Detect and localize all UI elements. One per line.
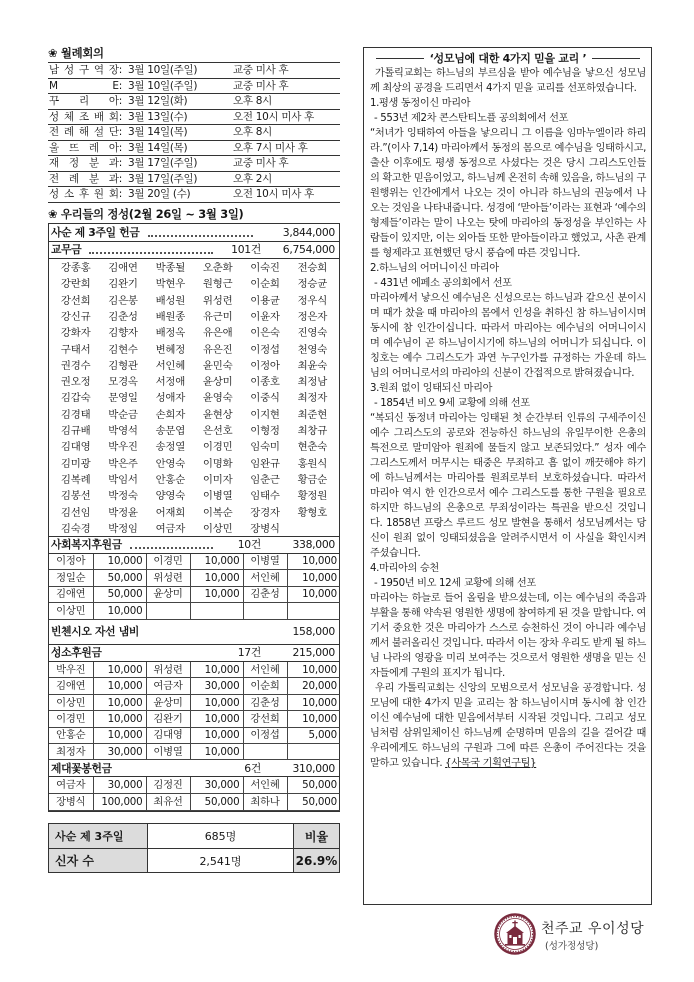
donor-name: 이병열 xyxy=(146,744,190,760)
meeting-row xyxy=(48,156,340,172)
tithe-donor-name: 정은자 xyxy=(297,311,328,324)
donor-amount: 10,000 xyxy=(190,694,243,710)
tithe-donor-name: 박정숙 xyxy=(108,490,138,503)
tithe-donor-name: 정우식 xyxy=(297,294,328,307)
donor-amount: 10,000 xyxy=(190,711,243,727)
tithe-donor-name: 현춘숙 xyxy=(297,441,328,454)
meeting-time: 교중 미사 후 xyxy=(233,64,289,76)
meeting-group-name: 성 소 후 원 회: xyxy=(49,188,122,200)
donor-name: 이경민 xyxy=(146,554,190,570)
social-welfare-label: 사회복지후원금 xyxy=(51,538,122,551)
tithe-donor-name: 김복례 xyxy=(60,473,91,486)
donor-name: 강선희 xyxy=(243,711,287,727)
meeting-group-name: 울 뜨 레 아: xyxy=(49,141,122,154)
tithe-donor-name: 송정열 xyxy=(155,441,186,454)
tithe-donor-name: 김갑숙 xyxy=(60,392,91,405)
tithe-donor-name: 송문엽 xyxy=(155,425,186,438)
tithe-donor-name: 김완기 xyxy=(108,278,138,291)
donor-amount: 10,000 xyxy=(190,662,243,678)
article-credit: {사목국 기획연구팀} xyxy=(445,758,537,769)
parish-signature xyxy=(541,920,644,952)
tithe-donor-name: 배원종 xyxy=(155,311,186,324)
donor-amount: 10,000 xyxy=(93,678,146,694)
donor-name: 최유선 xyxy=(146,794,190,810)
tithe-donor-name: 김규배 xyxy=(60,425,91,438)
meeting-row xyxy=(48,141,340,157)
tithe-donor-name: 박우진 xyxy=(108,441,138,454)
meeting-time: 오후 8시 xyxy=(233,95,272,107)
meeting-group-name: 남 성 구 역 장: xyxy=(49,64,122,76)
tithe-donor-name: 권경수 xyxy=(60,359,91,372)
donor-amount: 10,000 xyxy=(93,554,146,570)
altar-flowers-count: 6건 xyxy=(244,761,261,775)
meeting-row xyxy=(48,187,340,203)
donor-amount: 30,000 xyxy=(93,744,146,760)
meeting-time: 오전 10시 미사 후 xyxy=(233,110,314,123)
offerings-heading: ❀ 우리들의 정성(2월 26일 ~ 3월 3일) xyxy=(48,206,244,221)
tithe-donor-name: 임완규 xyxy=(250,457,280,470)
tithe-donor-name: 권오정 xyxy=(60,376,91,389)
tithe-donor-name: 은선호 xyxy=(202,425,233,438)
meeting-time: 오후 7시 미사 후 xyxy=(233,141,308,154)
meeting-date: 3월 10일(주일) xyxy=(128,64,198,76)
tithe-donor-name: 김현수 xyxy=(108,343,138,356)
meeting-date: 3월 17일(주일) xyxy=(128,157,198,169)
tithe-donor-name: 김숙경 xyxy=(60,522,91,535)
meeting-group-name: 전 례 분 과: xyxy=(49,172,122,185)
donor-amount: 100,000 xyxy=(93,794,146,810)
tithe-donor-name: 구태서 xyxy=(60,343,91,356)
donor-row xyxy=(49,727,340,743)
meeting-row xyxy=(48,94,340,110)
tithe-donor-name: 이복순 xyxy=(202,506,233,519)
tithe-donor-name: 안홍순 xyxy=(155,473,186,486)
meeting-row xyxy=(48,63,340,79)
tithe-donor-name: 오춘화 xyxy=(202,262,233,275)
attendance-label: 사순 제 3주일 xyxy=(49,824,147,848)
donor-name: 장병식 xyxy=(49,794,93,810)
tithe-donor-name: 김형관 xyxy=(108,359,138,372)
tithe-donor-name: 임숙미 xyxy=(250,441,280,454)
donor-row xyxy=(49,662,340,678)
section-heading: 3.원죄 없이 잉태되신 마리아 xyxy=(370,383,493,394)
parish-name: 천주교 우이성당 xyxy=(541,921,645,937)
tithe-donor-grid xyxy=(49,259,339,537)
tithe-donor-name: 황정원 xyxy=(297,490,328,503)
donor-amount: 10,000 xyxy=(287,711,340,727)
altar-flowers-amount: 310,000 xyxy=(292,761,335,775)
tithe-donor-name: 김향자 xyxy=(108,327,138,340)
donor-amount: 10,000 xyxy=(93,694,146,710)
article-intro: 가톨릭교회는 하느님의 부르심을 받아 예수님을 낳으신 성모님께 최상의 공경을 드리면서 4가지 믿을 교리를 선포하였습니다. xyxy=(370,68,646,94)
tithe-donor-name: 정승균 xyxy=(297,278,328,291)
tithe-donor-name: 강란희 xyxy=(60,278,91,291)
tithe-donor-name: 이종호 xyxy=(250,376,280,389)
donor-name: 김애연 xyxy=(49,678,93,694)
meeting-group-name: 꾸 리 아: xyxy=(49,95,122,107)
tithe-donor-name: 황금순 xyxy=(297,473,328,486)
tithe-donor-name: 윤현상 xyxy=(202,408,233,421)
tithe-donor-name: 강종홍 xyxy=(60,262,91,275)
meeting-date: 3월 20일 (수) xyxy=(128,188,191,200)
tithe-donor-name: 배성원 xyxy=(155,294,186,307)
donor-amount: 50,000 xyxy=(190,794,243,810)
members-count: 2,541명 xyxy=(147,849,293,872)
donor-amount: 30,000 xyxy=(93,777,146,793)
tithe-donor-name: 안영숙 xyxy=(155,457,186,470)
donor-amount: 10,000 xyxy=(287,570,340,586)
donor-name: 서인혜 xyxy=(243,777,287,793)
tithe-donor-name: 박은주 xyxy=(108,457,138,470)
tithe-donor-name: 최윤숙 xyxy=(297,359,328,372)
tithe-donor-name: 강선희 xyxy=(60,294,91,307)
donor-name: 이정아 xyxy=(49,554,93,570)
donor-name: 최정자 xyxy=(49,744,93,760)
donor-name: 윤상미 xyxy=(146,586,190,602)
section-body: “처녀가 잉태하여 아들을 낳으리니 그 이름을 임마누엘이라 하리라.”(이사 7,14) 마리아께서 동정의 몸으로 예수님을 잉태하시고, 출산 이후에도 평생 동정으로 사셨다는 것은 당시 그리스도인들의 확고한 믿음이었고, 하느님께 온전히 속해 있음을, 하느님의 구원행위는 인간에게서 나오는 것이 아니라 하느님의 권능에서 나오는 것임을 나타내줍니다. 성경에 ‘맏아들’이라는 표현과 ‘예수의 형제들’이라는 말이 나오는 탓에 마리아의 동정성을 부인하는 사람들이 있지만, 이는 외아들 또한 맏아들이라고 했었고, 사촌 관계를 형제라고 표현했던 당시 풍습에 따른 것입니다. xyxy=(370,128,646,259)
meeting-row xyxy=(48,125,340,141)
donor-name: 서인혜 xyxy=(243,662,287,678)
meeting-time: 오후 2시 xyxy=(233,172,272,185)
article-title: ‘성모님에 대한 4가지 믿을 교리 ’ xyxy=(370,50,646,66)
tithe-donor-name: 장병식 xyxy=(250,522,280,535)
tithe-donor-name: 최정자 xyxy=(297,392,328,405)
donor-name: 최하나 xyxy=(243,794,287,810)
meeting-time: 오전 10시 미사 후 xyxy=(233,188,314,200)
donor-amount: 10,000 xyxy=(287,694,340,710)
tithe-donor-name: 이은숙 xyxy=(250,327,280,340)
donor-row xyxy=(49,586,340,602)
donor-name: 정일순 xyxy=(49,570,93,586)
social-welfare-amount: 338,000 xyxy=(292,538,335,551)
tithe-donor-name: 원형근 xyxy=(202,278,233,291)
monthly-meetings-heading: ❀ 월례회의 xyxy=(48,46,104,60)
donor-amount: 10,000 xyxy=(190,554,243,570)
social-welfare-count: 10건 xyxy=(237,538,261,551)
vocation-fund-count: 17건 xyxy=(237,646,261,660)
donor-amount: 50,000 xyxy=(93,586,146,602)
tithe-donor-name: 이명화 xyxy=(202,457,233,470)
donor-name: 여금자 xyxy=(49,777,93,793)
donor-row xyxy=(49,678,340,694)
donor-amount: 50,000 xyxy=(287,777,340,793)
meeting-group-name: 전 례 해 설 단: xyxy=(49,126,122,138)
empty-cell xyxy=(146,603,190,619)
meeting-date: 3월 12일(화) xyxy=(128,95,188,107)
tithe-donor-name: 윤민숙 xyxy=(202,359,233,372)
tithe-donor-name: 배정옥 xyxy=(155,327,186,340)
tithe-count: 101건 xyxy=(231,243,261,256)
donor-name: 서인혜 xyxy=(243,570,287,586)
empty-cell xyxy=(243,744,287,760)
section-proclamation: - 553년 제2차 콘스탄티노플 공의회에서 선포 xyxy=(374,113,569,124)
donor-name: 이정섭 xyxy=(243,727,287,743)
empty-cell xyxy=(287,744,340,760)
tithe-donor-name: 유근미 xyxy=(202,311,233,324)
tithe-donor-name: 윤상미 xyxy=(202,376,233,389)
doctrine-article xyxy=(363,47,652,905)
tithe-donor-name: 박순금 xyxy=(108,408,138,421)
tithe-donor-name: 김은봉 xyxy=(108,294,138,307)
altar-flowers-table xyxy=(49,777,340,810)
tithe-donor-name: 유은애 xyxy=(202,327,233,340)
tithe-donor-name: 이지현 xyxy=(250,408,280,421)
donor-amount: 50,000 xyxy=(287,794,340,810)
vincent-charity-amount: 158,000 xyxy=(292,625,335,639)
attendance-ratio: 26.9% xyxy=(293,849,339,872)
vocation-fund-amount: 215,000 xyxy=(292,646,335,660)
tithe-donor-name: 박영석 xyxy=(108,425,138,438)
dot-leader xyxy=(89,252,213,254)
tithe-donor-name: 유은진 xyxy=(202,343,233,356)
donor-row xyxy=(49,777,340,793)
donor-name: 김완기 xyxy=(146,711,190,727)
donor-row xyxy=(49,603,340,619)
tithe-donor-name: 이용균 xyxy=(250,294,280,307)
tithe-donor-name: 박정윤 xyxy=(108,506,138,519)
tithe-donor-name: 김춘성 xyxy=(108,311,138,324)
tithe-donor-name: 천영숙 xyxy=(297,343,328,356)
donor-name: 안홍순 xyxy=(49,727,93,743)
tithe-donor-name: 임춘근 xyxy=(250,473,280,486)
social-welfare-table xyxy=(49,554,340,620)
meeting-group-name: 재 정 분 과: xyxy=(49,157,122,169)
dot-leader xyxy=(130,547,213,549)
donor-amount: 10,000 xyxy=(190,586,243,602)
attendance-count: 685명 xyxy=(147,824,293,848)
tithe-donor-name: 이형정 xyxy=(250,425,280,438)
meeting-date: 3월 17일(주일) xyxy=(128,172,198,185)
section-proclamation: - 431년 에페소 공의회에서 선포 xyxy=(374,278,512,289)
tithe-donor-name: 이상민 xyxy=(202,522,233,535)
members-label: 신자 수 xyxy=(49,849,147,872)
vocation-fund-label: 성소후원금 xyxy=(51,646,102,660)
donor-name: 김정진 xyxy=(146,777,190,793)
tithe-donor-name: 이순희 xyxy=(250,278,280,291)
lent-offering-row xyxy=(49,224,339,242)
empty-cell xyxy=(190,603,243,619)
donor-amount: 10,000 xyxy=(287,586,340,602)
tithe-donor-name: 김미광 xyxy=(60,457,91,470)
meeting-row xyxy=(48,79,340,95)
donor-amount: 5,000 xyxy=(287,727,340,743)
tithe-donor-name: 김경태 xyxy=(60,408,91,421)
offerings-box xyxy=(48,223,340,812)
article-closing xyxy=(370,681,646,771)
left-column xyxy=(48,45,340,812)
vocation-fund-table xyxy=(49,662,340,761)
tithe-donor-name: 강신규 xyxy=(60,311,91,324)
vincent-charity-label: 빈첸시오 자선 냄비 xyxy=(51,625,139,639)
donor-amount: 30,000 xyxy=(190,777,243,793)
tithe-donor-name: 이윤자 xyxy=(250,311,280,324)
section-body: “복되신 동정녀 마리아는 잉태된 첫 순간부터 인류의 구세주이신 예수 그리스도의 공로와 전능하신 하느님의 유일무이한 은총의 특전으로 말미암아 원죄에 물들지 않고 보존되었다.” 성자 예수 그리스도께서 머무시는 태중은 무죄하고 흠 없이 깨끗해야 하기에 하느님께서는 마리아를 원죄로부터 보호하셨습니다. 따라서 마리아 역시 한 인간으로서 예수 그리스도를 통한 구원을 필요로 하지만 하느님의 은총으로 무죄성이라는 특권을 받으신 것입니다. 1858년 프랑스 루르드 성모 발현을 통해서 성모님께서는 당신이 원죄 없이 잉태되셨음을 알려주시면서 이 사실을 확인시켜주셨습니다. xyxy=(370,413,646,559)
tithe-donor-name: 여금자 xyxy=(155,522,186,535)
meeting-time: 교중 미사 후 xyxy=(233,157,289,169)
ratio-label: 비율 xyxy=(293,824,339,848)
donor-name: 김대영 xyxy=(146,727,190,743)
tithe-donor-name: 박현우 xyxy=(155,278,186,291)
section-heading: 2.하느님의 어머니이신 마리아 xyxy=(370,263,499,274)
donor-name: 김춘성 xyxy=(243,586,287,602)
section-heading: 1.평생 동정이신 마리아 xyxy=(370,98,471,109)
tithe-label: 교무금 xyxy=(51,243,82,256)
section-proclamation: - 1854년 비오 9세 교황에 의해 선포 xyxy=(374,398,530,409)
donor-amount: 50,000 xyxy=(93,570,146,586)
meeting-time: 교중 미사 후 xyxy=(233,79,289,92)
meeting-date: 3월 14일(목) xyxy=(128,126,188,138)
tithe-donor-name: 홍원식 xyxy=(297,457,328,470)
tithe-donor-name: 황형호 xyxy=(297,506,328,519)
tithe-donor-name: 박정임 xyxy=(108,522,138,535)
donor-amount: 10,000 xyxy=(190,744,243,760)
tithe-donor-name: 성애자 xyxy=(155,392,186,405)
attendance-table xyxy=(48,823,340,873)
vincent-charity-row xyxy=(49,620,339,645)
donor-amount: 30,000 xyxy=(190,678,243,694)
attendance-row xyxy=(49,824,339,848)
tithe-donor-name: 전승희 xyxy=(297,262,328,275)
tithe-amount: 6,754,000 xyxy=(282,243,335,256)
tithe-row xyxy=(49,242,339,259)
donor-amount: 10,000 xyxy=(93,603,146,619)
tithe-donor-name: 이정아 xyxy=(250,359,280,372)
tithe-donor-name: 이경민 xyxy=(202,441,233,454)
tithe-donor-name: 위성련 xyxy=(202,294,233,307)
meeting-date: 3월 13일(수) xyxy=(128,110,188,123)
tithe-donor-name: 문영일 xyxy=(108,392,138,405)
donor-name: 윤상미 xyxy=(146,694,190,710)
meeting-row xyxy=(48,110,340,126)
lent-offering-label: 사순 제 3주일 헌금 xyxy=(51,225,140,239)
tithe-donor-name: 김선임 xyxy=(60,506,91,519)
donor-amount: 10,000 xyxy=(287,554,340,570)
section-body: 마리아는 하늘로 들어 올림을 받으셨는데, 이는 예수님의 죽음과 부활을 통해 약속된 영원한 생명에 참여하게 된 것을 말합니다. 여기서 중요한 것은 마리아가 스스로 승천하신 것이 아니라 예수님께서 불러올리신 것입니다. 따라서 이는 장차 우리도 받게 될 하느님 나라의 영광을 미리 보여주는 것으로서 영원한 생명을 믿는 신자들에게 구원의 표지가 됩니다. xyxy=(370,593,646,679)
altar-flowers-label: 제대꽃봉헌금 xyxy=(51,761,112,775)
donor-amount: 10,000 xyxy=(190,727,243,743)
tithe-donor-name: 김애연 xyxy=(108,262,138,275)
dot-leader xyxy=(148,235,254,237)
tithe-donor-name: 이병열 xyxy=(202,490,233,503)
empty-cell xyxy=(287,603,340,619)
donor-name: 김춘성 xyxy=(243,694,287,710)
tithe-donor-name: 임태수 xyxy=(250,490,280,503)
section-heading: 4.마리아의 승천 xyxy=(370,563,439,574)
donor-row xyxy=(49,711,340,727)
donor-row xyxy=(49,794,340,810)
donor-amount: 10,000 xyxy=(93,727,146,743)
tithe-donor-name: 장경자 xyxy=(250,506,280,519)
monthly-meetings-table xyxy=(48,62,340,203)
tithe-donor-name: 어재희 xyxy=(155,506,186,519)
section-proclamation: - 1950년 비오 12세 교황에 의해 선포 xyxy=(374,578,536,589)
tithe-donor-name: 이숙진 xyxy=(250,262,280,275)
donor-row xyxy=(49,744,340,760)
tithe-donor-name: 이중식 xyxy=(250,392,280,405)
tithe-donor-name: 강화자 xyxy=(60,327,91,340)
tithe-donor-name: 최준현 xyxy=(297,408,328,421)
closing-text: 우리 가톨릭교회는 신앙의 모범으로서 성모님을 공경합니다. 성모님에 대한 4가지 믿을 교리는 참 하느님이시며 동시에 참 인간이신 예수님에 대한 믿음에서부터 시작된 것입니다. 그리고 성모님처럼 삼위일체이신 하느님께 순명하며 믿음의 길을 걸어갈 때 우리에게도 하느님의 구원과 그에 따른 은총이 주어진다는 것을 말하고 있습니다. xyxy=(370,683,646,769)
donor-row xyxy=(49,694,340,710)
donor-amount: 10,000 xyxy=(190,570,243,586)
tithe-donor-name: 김봉선 xyxy=(60,490,91,503)
parish-alias: (성가정성당) xyxy=(545,941,599,952)
meeting-date: 3월 10일(주일) xyxy=(128,79,198,92)
donor-name: 이경민 xyxy=(49,711,93,727)
section-body: 마리아께서 낳으신 예수님은 신성으로는 하느님과 같으신 분이시며 때가 찼을 때 마리아의 몸에서 인성을 취하신 참 하느님이시며 동시에 참 인간이십니다. 따라서 마리아는 예수님의 어머니이시며 예수님이 곧 하느님이시기에 하느님의 어머니가 되십니다. 이 칭호는 예수 그리스도가 과연 누구인가를 규정하는 가운데 하느님의 어머니로서의 마리아의 신분이 간접적으로 밝혀졌습니다. xyxy=(370,293,646,379)
social-welfare-row xyxy=(49,537,339,554)
empty-cell xyxy=(243,603,287,619)
tithe-donor-name: 이미자 xyxy=(202,473,233,486)
meeting-time: 오후 8시 xyxy=(233,126,272,138)
tithe-donor-name: 진영숙 xyxy=(297,327,328,340)
tithe-donor-name: 이정섭 xyxy=(250,343,280,356)
tithe-donor-name: 서인혜 xyxy=(155,359,186,372)
donor-name: 박우진 xyxy=(49,662,93,678)
tithe-donor-name: 모경옥 xyxy=(108,376,138,389)
donor-name: 위성련 xyxy=(146,662,190,678)
donor-amount: 10,000 xyxy=(287,662,340,678)
donor-amount: 10,000 xyxy=(93,662,146,678)
donor-name: 이병열 xyxy=(243,554,287,570)
altar-flowers-row xyxy=(49,760,339,777)
donor-name: 이상민 xyxy=(49,694,93,710)
tithe-donor-name: 양영숙 xyxy=(155,490,186,503)
tithe-donor-name: 서정애 xyxy=(155,376,186,389)
tithe-donor-name: 김대영 xyxy=(60,441,91,454)
tithe-donor-name: 윤영숙 xyxy=(202,392,233,405)
members-row xyxy=(49,848,339,872)
donor-row xyxy=(49,570,340,586)
tithe-donor-name: 변혜정 xyxy=(155,343,186,356)
tithe-donor-name: 박임서 xyxy=(108,473,138,486)
meeting-group-name: M E: xyxy=(49,79,122,92)
lent-offering-amount: 3,844,000 xyxy=(282,225,335,239)
tithe-donor-name: 최정남 xyxy=(297,376,328,389)
meeting-row xyxy=(48,172,340,188)
donor-name: 이상민 xyxy=(49,603,93,619)
donor-name: 이순희 xyxy=(243,678,287,694)
tithe-donor-name: 최창규 xyxy=(297,425,328,438)
parish-seal-icon xyxy=(494,913,536,955)
tithe-donor-name: 박종될 xyxy=(155,262,186,275)
donor-row xyxy=(49,554,340,570)
tithe-donor-name: 손희자 xyxy=(155,408,186,421)
donor-amount: 20,000 xyxy=(287,678,340,694)
meeting-group-name: 성 체 조 배 회: xyxy=(49,110,122,123)
donor-amount: 10,000 xyxy=(93,711,146,727)
donor-name: 위성련 xyxy=(146,570,190,586)
donor-name: 김애연 xyxy=(49,586,93,602)
meeting-date: 3월 14일(목) xyxy=(128,141,188,154)
vocation-fund-row xyxy=(49,645,339,662)
donor-name: 여금자 xyxy=(146,678,190,694)
